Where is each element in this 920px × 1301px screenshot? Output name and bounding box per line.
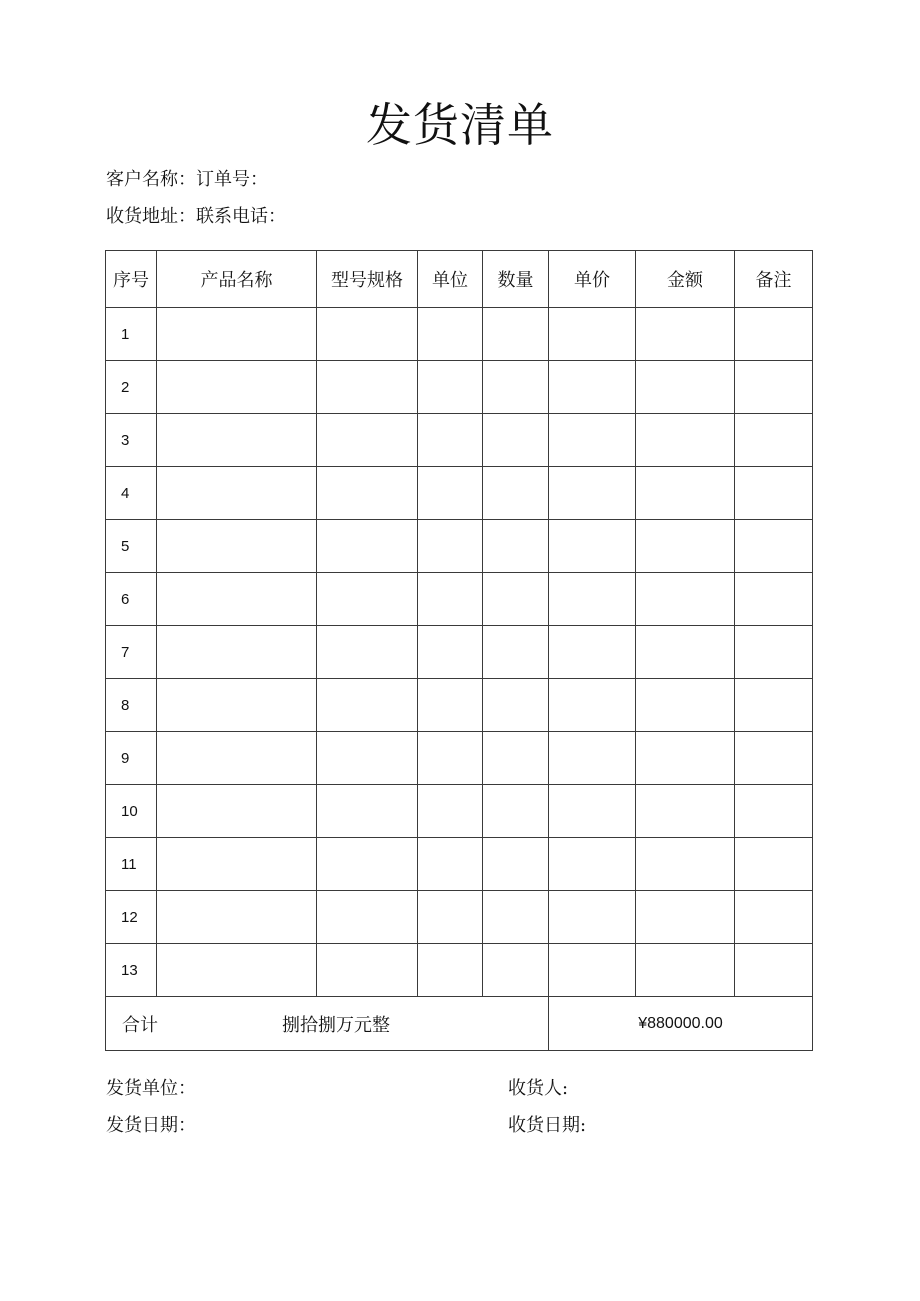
cell-product-name xyxy=(157,361,317,414)
total-label: 合计 xyxy=(122,1014,158,1036)
cell-unit xyxy=(418,467,483,520)
cell-amount xyxy=(636,467,735,520)
cell-unit xyxy=(418,308,483,361)
table-row xyxy=(106,626,813,679)
delivery-table xyxy=(105,250,813,1051)
header-index: 序号 xyxy=(106,251,157,308)
cell-quantity xyxy=(483,838,549,891)
cell-amount xyxy=(636,944,735,997)
cell-unit xyxy=(418,891,483,944)
cell-remarks xyxy=(735,626,813,679)
table-row xyxy=(106,308,813,361)
cell-product-name xyxy=(157,732,317,785)
cell-quantity xyxy=(483,361,549,414)
cell-quantity xyxy=(483,573,549,626)
row-index: 8 xyxy=(106,679,157,732)
row-index: 10 xyxy=(106,785,157,838)
cell-amount xyxy=(636,785,735,838)
row-index: 5 xyxy=(106,520,157,573)
total-amount: ¥880000.00 xyxy=(549,997,813,1051)
row-index: 6 xyxy=(106,573,157,626)
header-remarks: 备注 xyxy=(735,251,813,308)
cell-unit-price xyxy=(549,414,636,467)
table-row xyxy=(106,414,813,467)
cell-quantity xyxy=(483,520,549,573)
cell-remarks xyxy=(735,414,813,467)
cell-quantity xyxy=(483,732,549,785)
cell-quantity xyxy=(483,944,549,997)
table-row xyxy=(106,679,813,732)
cell-unit-price xyxy=(549,891,636,944)
cell-model-spec xyxy=(317,308,418,361)
customer-order-line: 客户名称：订单号： xyxy=(106,169,268,190)
ship-date-label: 发货日期： xyxy=(106,1115,196,1136)
cell-product-name xyxy=(157,414,317,467)
total-amount-in-words: 捌拾捌万元整 xyxy=(282,1014,390,1036)
cell-model-spec xyxy=(317,520,418,573)
cell-model-spec xyxy=(317,361,418,414)
row-index: 12 xyxy=(106,891,157,944)
cell-amount xyxy=(636,679,735,732)
cell-amount xyxy=(636,361,735,414)
cell-unit-price xyxy=(549,467,636,520)
cell-unit-price xyxy=(549,361,636,414)
cell-model-spec xyxy=(317,944,418,997)
cell-product-name xyxy=(157,785,317,838)
row-index: 2 xyxy=(106,361,157,414)
cell-remarks xyxy=(735,520,813,573)
table-row xyxy=(106,944,813,997)
cell-unit xyxy=(418,361,483,414)
cell-unit xyxy=(418,414,483,467)
cell-model-spec xyxy=(317,467,418,520)
cell-amount xyxy=(636,414,735,467)
cell-product-name xyxy=(157,467,317,520)
cell-amount xyxy=(636,838,735,891)
receiver-label: 收货人: xyxy=(508,1078,569,1099)
cell-remarks xyxy=(735,361,813,414)
cell-model-spec xyxy=(317,414,418,467)
table-row xyxy=(106,838,813,891)
cell-unit-price xyxy=(549,944,636,997)
header-unit: 单位 xyxy=(418,251,483,308)
cell-unit xyxy=(418,944,483,997)
receive-date-label: 收货日期: xyxy=(508,1115,587,1136)
row-index: 9 xyxy=(106,732,157,785)
cell-quantity xyxy=(483,891,549,944)
cell-unit-price xyxy=(549,308,636,361)
cell-product-name xyxy=(157,891,317,944)
cell-remarks xyxy=(735,679,813,732)
cell-product-name xyxy=(157,520,317,573)
total-words-cell xyxy=(106,997,549,1051)
row-index: 1 xyxy=(106,308,157,361)
cell-amount xyxy=(636,891,735,944)
table-row xyxy=(106,520,813,573)
row-index: 11 xyxy=(106,838,157,891)
cell-quantity xyxy=(483,414,549,467)
cell-model-spec xyxy=(317,732,418,785)
cell-remarks xyxy=(735,944,813,997)
cell-quantity xyxy=(483,467,549,520)
cell-unit-price xyxy=(549,520,636,573)
cell-unit-price xyxy=(549,626,636,679)
header-unit-price: 单价 xyxy=(549,251,636,308)
cell-model-spec xyxy=(317,891,418,944)
header-amount: 金额 xyxy=(636,251,735,308)
header-model-spec: 型号规格 xyxy=(317,251,418,308)
row-index: 3 xyxy=(106,414,157,467)
cell-unit-price xyxy=(549,679,636,732)
cell-quantity xyxy=(483,679,549,732)
header-quantity: 数量 xyxy=(483,251,549,308)
cell-model-spec xyxy=(317,838,418,891)
cell-remarks xyxy=(735,785,813,838)
cell-unit xyxy=(418,679,483,732)
row-index: 13 xyxy=(106,944,157,997)
shipper-unit-label: 发货单位： xyxy=(106,1078,196,1099)
cell-unit-price xyxy=(549,573,636,626)
cell-unit xyxy=(418,573,483,626)
cell-remarks xyxy=(735,838,813,891)
row-index: 4 xyxy=(106,467,157,520)
cell-model-spec xyxy=(317,679,418,732)
cell-remarks xyxy=(735,891,813,944)
cell-quantity xyxy=(483,308,549,361)
cell-quantity xyxy=(483,785,549,838)
address-phone-line: 收货地址：联系电话： xyxy=(106,206,286,227)
header-product-name: 产品名称 xyxy=(157,251,317,308)
table-row xyxy=(106,361,813,414)
table-row xyxy=(106,785,813,838)
row-index: 7 xyxy=(106,626,157,679)
cell-amount xyxy=(636,732,735,785)
cell-product-name xyxy=(157,626,317,679)
cell-amount xyxy=(636,308,735,361)
cell-amount xyxy=(636,626,735,679)
table-header-row xyxy=(106,251,813,308)
table-row xyxy=(106,573,813,626)
cell-remarks xyxy=(735,308,813,361)
cell-unit-price xyxy=(549,732,636,785)
cell-remarks xyxy=(735,467,813,520)
table-row xyxy=(106,732,813,785)
cell-remarks xyxy=(735,732,813,785)
cell-product-name xyxy=(157,308,317,361)
cell-unit-price xyxy=(549,785,636,838)
cell-unit xyxy=(418,626,483,679)
cell-remarks xyxy=(735,573,813,626)
cell-product-name xyxy=(157,573,317,626)
cell-model-spec xyxy=(317,573,418,626)
table-row xyxy=(106,467,813,520)
cell-unit xyxy=(418,732,483,785)
cell-model-spec xyxy=(317,626,418,679)
cell-quantity xyxy=(483,626,549,679)
total-row xyxy=(106,997,813,1051)
cell-unit xyxy=(418,520,483,573)
cell-amount xyxy=(636,520,735,573)
cell-unit xyxy=(418,838,483,891)
document-title: 发货清单 xyxy=(366,98,554,152)
cell-product-name xyxy=(157,679,317,732)
table-row xyxy=(106,891,813,944)
cell-product-name xyxy=(157,838,317,891)
cell-product-name xyxy=(157,944,317,997)
cell-amount xyxy=(636,573,735,626)
cell-unit xyxy=(418,785,483,838)
cell-model-spec xyxy=(317,785,418,838)
cell-unit-price xyxy=(549,838,636,891)
